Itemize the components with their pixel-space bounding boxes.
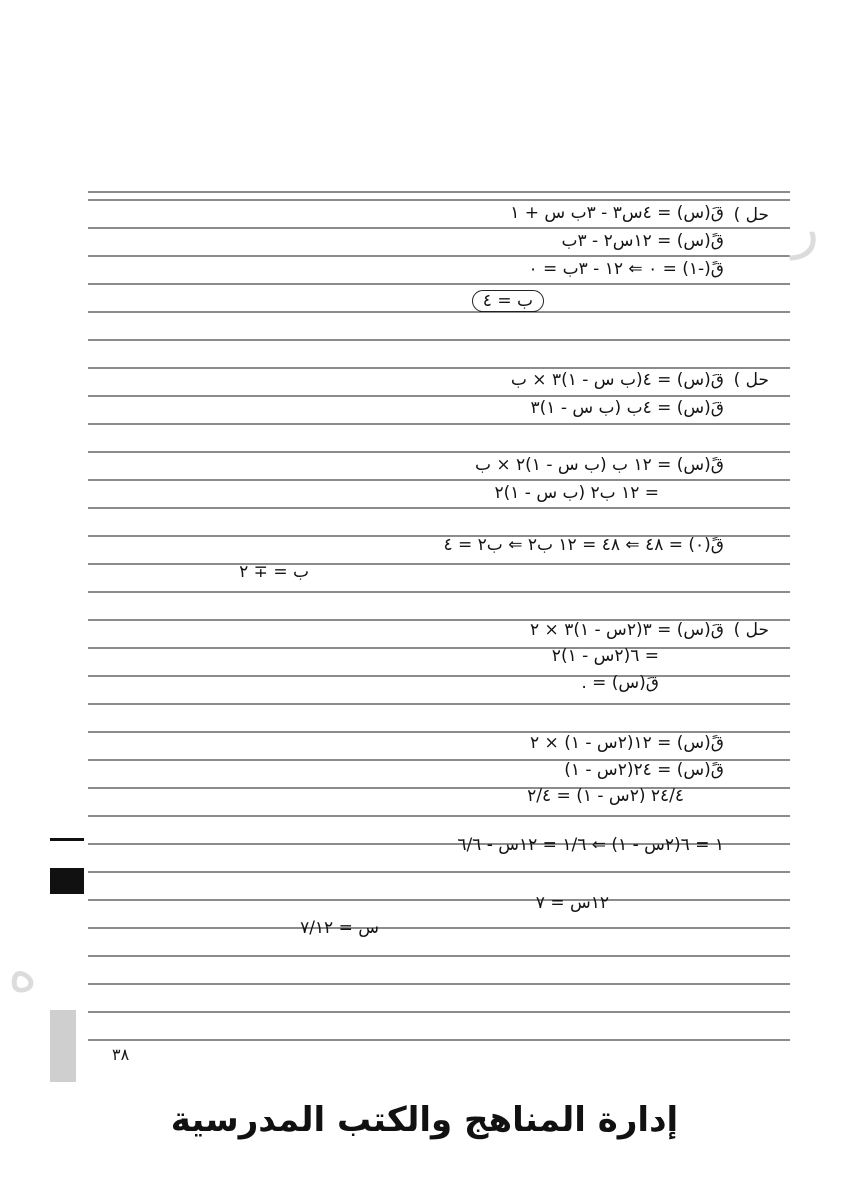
solution-3-line-6: ٢٤/٤ (٢س - ١) = ٢/٤ (527, 786, 684, 806)
solution-2-label: حل ) (733, 370, 769, 390)
solution-3-line-2: = ٦(٢س - ١)٢ (551, 646, 659, 666)
solution-1-line-3: قً(-١) = ٠ ⇐ ١٢ - ٣ب = ٠ (528, 259, 724, 279)
solution-1-line-1: قَ(س) = ٤س٣ - ٣ب س + ١ (510, 203, 724, 223)
solution-3-line-3: قَ(س) = . (581, 673, 659, 693)
solution-3-line-1: قَ(س) = ٣(٢س - ١)٣ × ٢ (529, 620, 724, 640)
margin-block (50, 868, 84, 894)
solution-2-line-6: ب = ∓ ٢ (239, 562, 309, 582)
solution-2-line-3: قً(س) = ١٢ ب (ب س - ١)٢ × ب (474, 455, 724, 475)
solution-3-line-4: قً(س) = ١٢(٢س - ١) × ٢ (530, 733, 724, 753)
solution-3-line-9: س = ٧/١٢ (300, 918, 379, 938)
solution-2-line-1: قَ(س) = ٤(ب س - ١)٣ × ب (510, 370, 724, 390)
solution-2-line-4: = ١٢ ب٢ (ب س - ١)٢ (494, 483, 659, 503)
watermark-fragment-left: ه (8, 940, 38, 1005)
solution-1-label: حل ) (733, 205, 769, 225)
solution-3-label: حل ) (733, 620, 769, 640)
solution-3-line-5: قً(س) = ٢٤(٢س - ١) (564, 760, 724, 780)
page-number: ٣٨ (112, 1045, 130, 1064)
margin-bar (50, 838, 84, 841)
footer-title: إدارة المناهج والكتب المدرسية (170, 1100, 679, 1140)
watermark-fragment-right: ر (792, 196, 820, 261)
solution-2-line-5: قً(٠) = ٤٨ ⇐ ٤٨ = ١٢ ب٢ ⇐ ب٢ = ٤ (443, 535, 724, 555)
solution-1-result: ب = ٤ (472, 290, 544, 312)
solution-3-line-7: ١ = ٦(٢س - ١) ⇐ ١/٦ = ١٢س - ٦/٦ (457, 835, 724, 855)
solution-1-line-2: قً(س) = ١٢س٢ - ٣ب (561, 231, 724, 251)
solution-3-line-8: ١٢س = ٧ (535, 893, 609, 913)
margin-strip (50, 1010, 76, 1082)
solution-2-line-2: قَ(س) = ٤ب (ب س - ١)٣ (530, 398, 724, 418)
